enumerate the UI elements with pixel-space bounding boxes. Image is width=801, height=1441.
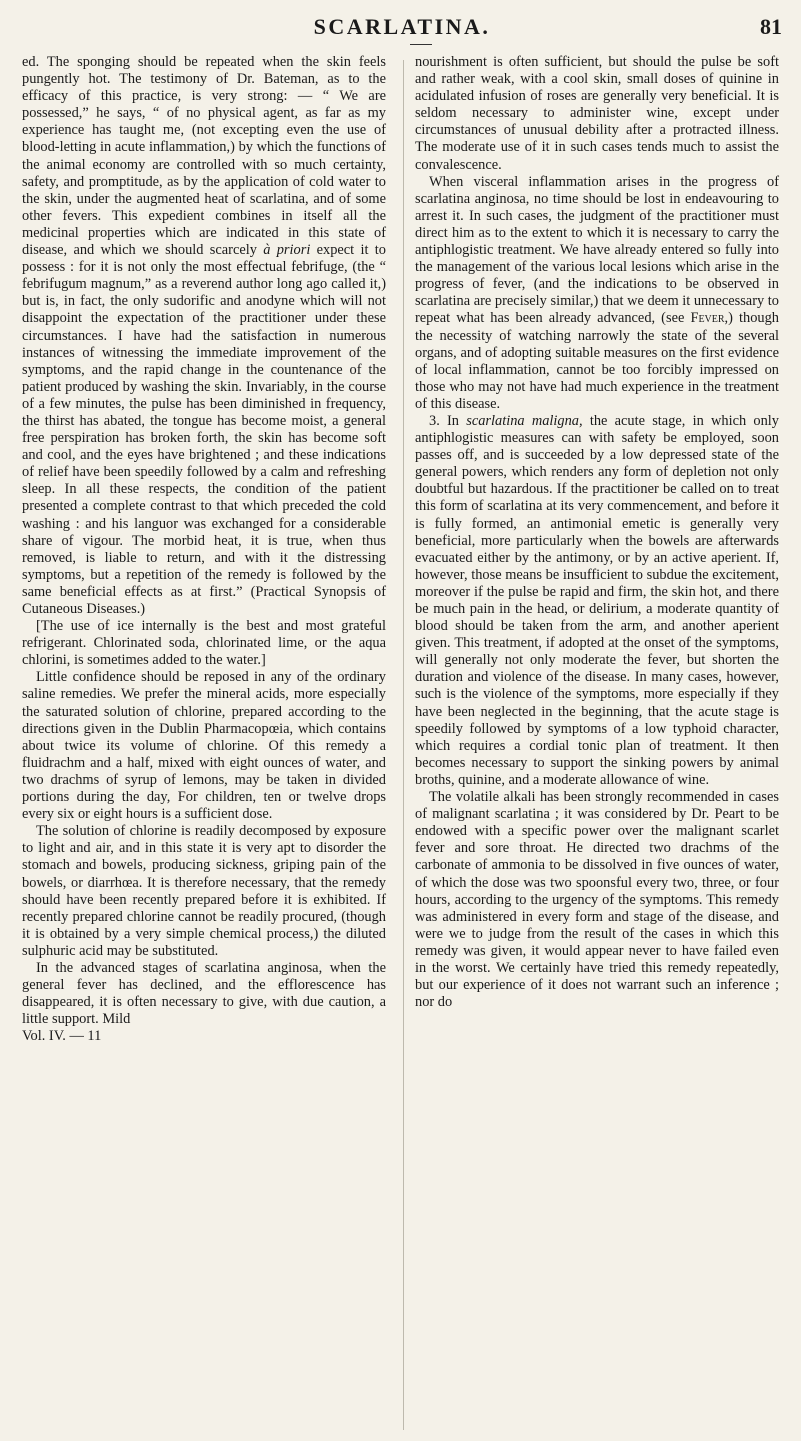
paragraph: nourishment is often sufficient, but should the pulse be soft and rather weak, with a cool skin, small doses of quinine in acidulated infusion of roses are generally very beneficial. It is seldom necessary to administer wine, except under circumstances of unusual debility after a protracted illness. The moderate use of it in such cases tends much to assist the convalescence. <box>415 54 779 173</box>
paragraph: Little confidence should be reposed in any of the ordinary saline remedies. We prefer the mineral acids, more especially the saturated solution of chlorine, prepared according to the directions given in the Dublin Pharmacopœia, which contains about twice its volume of chlorine. Of this remedy a fluidrachm and a half, mixed with eight ounces of water, and two drachms of syrup of lemons, may be taken in divided portions during the day, For children, ten or twelve drops every six or eight hours is a sufficient dose. <box>22 669 386 823</box>
text-run: 3. In <box>429 412 467 429</box>
paragraph: In the advanced stages of scarlatina anginosa, when the general fever has declined, and the efflorescence has disappeared, it is often necessary to give, with due caution, a little support. Mild <box>22 959 386 1028</box>
paragraph: The volatile alkali has been strongly recommended in cases of malignant scarlatina ; it was considered by Dr. Peart to be endowed with a specific power over the malignant scarlet fever and sore throat. He directed two drachms of the carbonate of ammonia to be dissolved in five ounces of water, of which the dose was two spoonsful every two, three, or four hours, according to the urgency of the symptoms. This remedy was administered in every form and stage of the disease, and were we to judge from the result of the cases in which this remedy was given, it would appear never to have failed even in the worst. We certainly have tried this remedy repeatedly, but our experience of it does not warrant such an inference ; nor do <box>415 789 779 1011</box>
paragraph <box>415 413 779 789</box>
page-number: 81 <box>760 14 782 39</box>
paragraph <box>22 54 386 618</box>
paragraph: The solution of chlorine is readily decomposed by exposure to light and air, and in this state it is very apt to disorder the stomach and bowels, producing sickness, griping pain of the bowels, or diarrhœa. It is therefore necessary, that the remedy should have been recently prepared before it is exhibited. If recently prepared chlorine cannot be readily procured, (though it is obtained by a very simple chemical process,) the diluted sulphuric acid may be substituted. <box>22 823 386 959</box>
text-run: ed. The sponging should be repeated when the skin feels pungently hot. The testimony of Dr. Bateman, as to the efficacy of this practice, is very strong: — “ We are possessed,” he says, “ of no physical agent, as far as my experience has taught me, (not excepting even the use of blood-letting in acute inflammation,) by which the functions of the animal economy are controlled with so much certainty, safety, and promptitude, as by the application of cold water to the skin, under the augmented heat of scarlatina, and of some other fevers. This expedient combines in itself all the medicinal properties which are indicated in this state of disease, and which we should scarcely <box>22 54 386 259</box>
header-ornament-rule <box>410 44 432 45</box>
paragraph: [The use of ice internally is the best and most grateful refrigerant. Chlorinated soda, chlorinated lime, or the aqua chlorini, is sometimes added to the water.] <box>22 618 386 669</box>
text-run: the acute stage, in which only antiphlogistic measures can with safety be employed, soon passes off, and is succeeded by a low depressed state of the general powers, which renders any form of depletion not only doubtful but hazardous. If the practitioner be called on to treat this form of scarlatina at its very commencement, and before it is fully formed, an antimonial emetic is generally very beneficial, more particularly when the bowels are afterwards evacuated either by the antimony, or by an active aperient. If, however, those means be insufficient to subdue the excitement, moreover if the pulse be rapid and firm, the skin hot, and there be much pain in the head, or delirium, a moderate quantity of blood should be taken from the arm, and another aperient given. This treatment, if adopted at the onset of the symptoms, will generally not only moderate the fever, but shorten the duration and violence of the disease. In many cases, however, such is the violence of the symptoms, more especially if they have been neglected in the beginning, that the acute stage is speedily followed by symptoms of a low typhoid character, which requires a cordial tonic plan of treatment. It then becomes necessary to support the sinking powers by animal broths, quinine, and a moderate allowance of wine. <box>415 412 779 788</box>
text-run: When visceral inflammation arises in the progress of scarlatina anginosa, no time should be lost in endeavouring to arrest it. In such cases, the judgment of the practitioner must direct him as to the extent to which it is necessary to carry the antiphlogistic treatment. We have already entered so fully into the management of the various local lesions which arise in the progress of fever, (and the indications to be observed in scarlatina are precisely similar,) that we deem it unnecessary to repeat what has been already advanced, (see <box>415 173 779 327</box>
column-divider <box>403 60 404 1430</box>
italic-phrase: scarlatina maligna, <box>466 412 583 429</box>
right-column <box>415 54 779 1011</box>
italic-phrase: à priori <box>263 242 311 259</box>
running-title: SCARLATINA. <box>313 14 491 39</box>
cross-reference: Fever, <box>690 310 729 327</box>
text-run: expect it to possess : for it is not only the most effectual febrifuge, (the “ febrifugum magnum,” as a reverend author long ago called it,) but is, in fact, the only sudorific and anodyne which will not disappoint the expectation of the practitioner under these circumstances. I have had the satisfaction in numerous instances of witnessing the immediate improvement of the symptoms, and the rapid change in the countenance of the patient produced by washing the skin. Invariably, in the course of a few minutes, the pulse has been diminished in frequency, the thirst has abated, the tongue has become moist, a general free perspiration has broken forth, the skin has become soft and cool, and the eyes have brightened ; and these indications of relief have been speedily followed by a calm and refreshing sleep. In all these respects, the condition of the patient presented a complete contrast to that which preceded the cold washing : and his languor was exchanged for a considerable share of vigour. The morbid heat, it is true, when thus removed, is liable to return, and with it the distressing symptoms, but a repetition of the remedy is followed by the same beneficial effects as at first.” (Practical Synopsis of Cutaneous Diseases.) <box>22 242 386 617</box>
volume-signature: Vol. IV. — 11 <box>22 1028 102 1045</box>
paragraph <box>415 174 779 413</box>
running-header <box>22 14 782 42</box>
text-run: ) though the necessity of watching narrowly the state of the several organs, and of adopting suitable measures on the first evidence of local inflammation, cannot be too forcibly impressed on those who may not have had much experience in the treatment of this disease. <box>415 310 779 412</box>
left-column <box>22 54 386 1045</box>
